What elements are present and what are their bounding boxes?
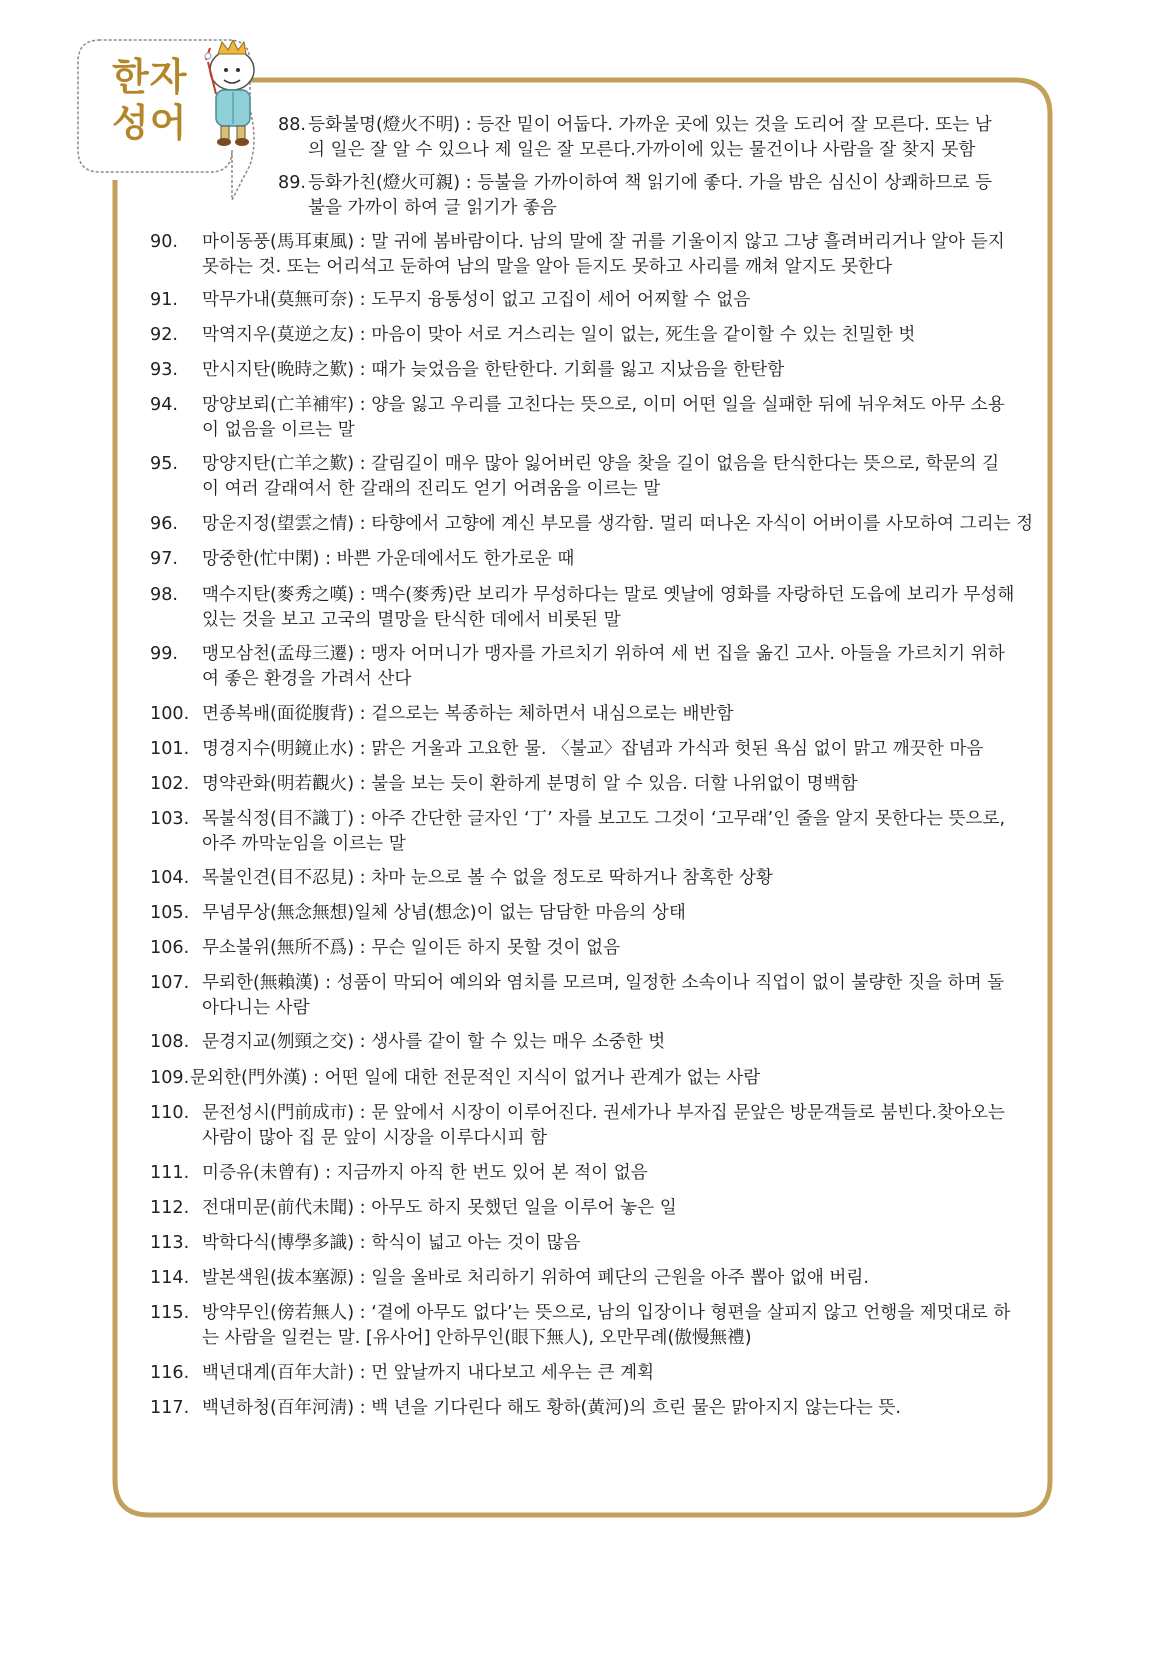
idiom-line: 방약무인(傍若無人) : ‘곁에 아무도 없다’는 뜻으로, 남의 입장이나 형편을 살피지 않고 언행을 제멋대로 하 — [202, 1303, 1011, 1323]
idiom-number: 92. — [150, 325, 178, 345]
idiom-number: 110. — [150, 1103, 190, 1123]
idiom-number: 114. — [150, 1268, 190, 1288]
idiom-line: 망중한(忙中閑) : 바쁜 가운데에서도 한가로운 때 — [202, 549, 575, 569]
idiom-number: 106. — [150, 938, 190, 958]
idiom-definition — [202, 1361, 1030, 1386]
idiom-line: 망운지정(望雲之情) : 타향에서 고향에 계신 부모를 생각함. 멀리 떠나온 자식이 어버이를 사모하여 그리는 정 — [202, 514, 1034, 534]
idiom-line: 미증유(未曾有) : 지금까지 아직 한 번도 있어 본 적이 없음 — [202, 1163, 648, 1183]
idiom-definition — [202, 1030, 1030, 1055]
idiom-definition — [202, 583, 1030, 633]
idiom-definition — [202, 702, 1030, 727]
idiom-line: 불을 가까이 하여 글 읽기가 좋음 — [308, 198, 557, 218]
idiom-definition — [202, 512, 1034, 537]
idiom-line: 는 사람을 일컫는 말. [유사어] 안하무인(眼下無人), 오만무례(傲慢無禮) — [202, 1328, 752, 1348]
idiom-line: 여 좋은 환경을 가려서 산다 — [202, 669, 412, 689]
idiom-definition — [202, 866, 1030, 891]
idiom-line: 목불인견(目不忍見) : 차마 눈으로 볼 수 없을 정도로 딱하거나 참혹한 상황 — [202, 868, 773, 888]
idiom-definition — [202, 288, 1030, 313]
idiom-number: 96. — [150, 514, 178, 534]
idiom-number: 93. — [150, 360, 178, 380]
idiom-definition — [202, 1396, 1030, 1421]
idiom-definition — [202, 1231, 1030, 1256]
idiom-line: 망양지탄(亡羊之歎) : 갈림길이 매우 많아 잃어버린 양을 찾을 길이 없음을 탄식한다는 뜻으로, 학문의 길 — [202, 454, 1000, 474]
idiom-number: 100. — [150, 704, 190, 724]
idiom-number: 108. — [150, 1032, 190, 1052]
idiom-number: 95. — [150, 454, 178, 474]
idiom-line: 만시지탄(晩時之歎) : 때가 늦었음을 한탄한다. 기회를 잃고 지났음을 한탄함 — [202, 360, 785, 380]
idiom-definition — [308, 113, 1136, 163]
idiom-line: 막무가내(莫無可奈) : 도무지 융통성이 없고 고집이 세어 어찌할 수 없음 — [202, 290, 751, 310]
idiom-definition — [202, 1266, 1030, 1291]
idiom-number: 105. — [150, 903, 190, 923]
idiom-definition — [202, 971, 1030, 1021]
idiom-line: 명경지수(明鏡止水) : 맑은 거울과 고요한 물. 〈불교〉잡념과 가식과 헛된 욕심 없이 맑고 깨끗한 마음 — [202, 739, 984, 759]
idiom-line: 아다니는 사람 — [202, 998, 310, 1018]
idiom-number: 90. — [150, 232, 178, 252]
idiom-number: 91. — [150, 290, 178, 310]
idiom-line: 목불식정(目不識丁) : 아주 간단한 글자인 ‘丁’ 자를 보고도 그것이 ‘고무래’인 줄을 알지 못한다는 뜻으로, — [202, 809, 1006, 829]
idiom-number: 97. — [150, 549, 178, 569]
idiom-line: 망양보뢰(亡羊補牢) : 양을 잃고 우리를 고친다는 뜻으로, 이미 어떤 일을 실패한 뒤에 뉘우쳐도 아무 소용 — [202, 395, 1005, 415]
idiom-definition — [202, 1101, 1030, 1151]
idiom-definition — [202, 901, 1030, 926]
idiom-definition — [202, 737, 1030, 762]
idiom-line: 등화가친(燈火可親) : 등불을 가까이하여 책 읽기에 좋다. 가을 밤은 심신이 상쾌하므로 등 — [308, 173, 993, 193]
idiom-number: 111. — [150, 1163, 190, 1183]
idiom-line: 문전성시(門前成市) : 문 앞에서 시장이 이루어진다. 권세가나 부자집 문앞은 방문객들로 붐빈다.찾아오는 — [202, 1103, 1005, 1123]
idiom-definition — [202, 772, 1030, 797]
idiom-line: 전대미문(前代未聞) : 아무도 하지 못했던 일을 이루어 놓은 일 — [202, 1198, 677, 1218]
idiom-line: 박학다식(博學多識) : 학식이 넓고 아는 것이 많음 — [202, 1233, 581, 1253]
idiom-line: 이 여러 갈래여서 한 갈래의 진리도 얻기 어려움을 이르는 말 — [202, 479, 661, 499]
idiom-line: 맹모삼천(孟母三遷) : 맹자 어머니가 맹자를 가르치기 위하여 세 번 집을 옮긴 고사. 아들을 가르치기 위하 — [202, 644, 1005, 664]
idiom-line: 마이동풍(馬耳東風) : 말 귀에 봄바람이다. 남의 말에 잘 귀를 기울이지 않고 그냥 흘려버리거나 알아 듣지 — [202, 232, 1005, 252]
idiom-line: 무념무상(無念無想)일체 상념(想念)이 없는 담담한 마음의 상태 — [202, 903, 686, 923]
idiom-definition — [190, 1066, 1018, 1091]
idiom-number: 112. — [150, 1198, 190, 1218]
idiom-number: 109. — [150, 1068, 190, 1088]
idiom-line: 있는 것을 보고 고국의 멸망을 탄식한 데에서 비롯된 말 — [202, 610, 621, 630]
king-cartoon-icon — [196, 40, 266, 150]
idiom-number: 107. — [150, 973, 190, 993]
idiom-definition — [202, 452, 1030, 502]
idiom-definition — [202, 936, 1030, 961]
idiom-number: 103. — [150, 809, 190, 829]
idiom-number: 104. — [150, 868, 190, 888]
idiom-number: 98. — [150, 585, 178, 605]
badge-line-2: 성어 — [112, 101, 188, 145]
idiom-definition — [202, 1161, 1030, 1186]
idiom-line: 명약관화(明若觀火) : 불을 보는 듯이 환하게 분명히 알 수 있음. 더할 나위없이 명백함 — [202, 774, 858, 794]
idiom-line: 아주 까막눈임을 이르는 말 — [202, 834, 406, 854]
idiom-line: 막역지우(莫逆之友) : 마음이 맞아 서로 거스리는 일이 없는, 死生을 같이할 수 있는 친밀한 벗 — [202, 325, 916, 345]
idiom-definition — [202, 642, 1030, 692]
idiom-line: 무소불위(無所不爲) : 무슨 일이든 하지 못할 것이 없음 — [202, 938, 621, 958]
idiom-definition — [202, 230, 1030, 280]
badge-line-1: 한자 — [112, 55, 188, 99]
idiom-line: 문경지교(刎頸之交) : 생사를 같이 할 수 있는 매우 소중한 벗 — [202, 1032, 666, 1052]
idiom-line: 맥수지탄(麥秀之嘆) : 맥수(麥秀)란 보리가 무성하다는 말로 옛날에 영화를 자랑하던 도읍에 보리가 무성해 — [202, 585, 1015, 605]
idiom-number: 115. — [150, 1303, 190, 1323]
idiom-definition — [202, 358, 1030, 383]
idiom-number: 88. — [278, 115, 306, 135]
idiom-number: 94. — [150, 395, 178, 415]
idiom-line: 등화불명(燈火不明) : 등잔 밑이 어둡다. 가까운 곳에 있는 것을 도리어 잘 모른다. 또는 남 — [308, 115, 992, 135]
idiom-number: 117. — [150, 1398, 190, 1418]
idiom-definition — [202, 323, 1030, 348]
idiom-line: 발본색원(拔本塞源) : 일을 올바로 처리하기 위하여 폐단의 근원을 아주 뽑아 없애 버림. — [202, 1268, 870, 1288]
idiom-line: 사람이 많아 집 문 앞이 시장을 이루다시피 함 — [202, 1128, 548, 1148]
idiom-definition — [202, 393, 1030, 443]
idiom-line: 면종복배(面從腹背) : 겉으로는 복종하는 체하면서 내심으로는 배반함 — [202, 704, 734, 724]
idiom-definition — [202, 547, 1030, 572]
idiom-number: 99. — [150, 644, 178, 664]
idiom-number: 89. — [278, 173, 306, 193]
idiom-line: 의 일은 잘 알 수 있으나 제 일은 잘 모른다.가까이에 있는 물건이나 사람을 잘 찾지 못함 — [308, 140, 976, 160]
idiom-definition — [202, 1301, 1030, 1351]
idiom-number: 102. — [150, 774, 190, 794]
idiom-line: 백년대계(百年大計) : 먼 앞날까지 내다보고 세우는 큰 계획 — [202, 1363, 655, 1383]
idiom-number: 101. — [150, 739, 190, 759]
idiom-line: 무뢰한(無賴漢) : 성품이 막되어 예의와 염치를 모르며, 일정한 소속이나 직업이 없이 불량한 짓을 하며 돌 — [202, 973, 1005, 993]
idiom-line: 못하는 것. 또는 어리석고 둔하여 남의 말을 알아 듣지도 못하고 사리를 깨쳐 알지도 못한다 — [202, 257, 893, 277]
idiom-line: 문외한(門外漢) : 어떤 일에 대한 전문적인 지식이 없거나 관계가 없는 사람 — [190, 1068, 761, 1088]
idiom-line: 백년하청(百年河淸) : 백 년을 기다린다 해도 황하(黃河)의 흐린 물은 맑아지지 않는다는 뜻. — [202, 1398, 901, 1418]
idiom-definition — [202, 807, 1030, 857]
idiom-definition — [308, 171, 1136, 221]
idiom-line: 이 없음을 이르는 말 — [202, 420, 355, 440]
idiom-definition — [202, 1196, 1030, 1221]
idiom-number: 113. — [150, 1233, 190, 1253]
idiom-number: 116. — [150, 1363, 190, 1383]
